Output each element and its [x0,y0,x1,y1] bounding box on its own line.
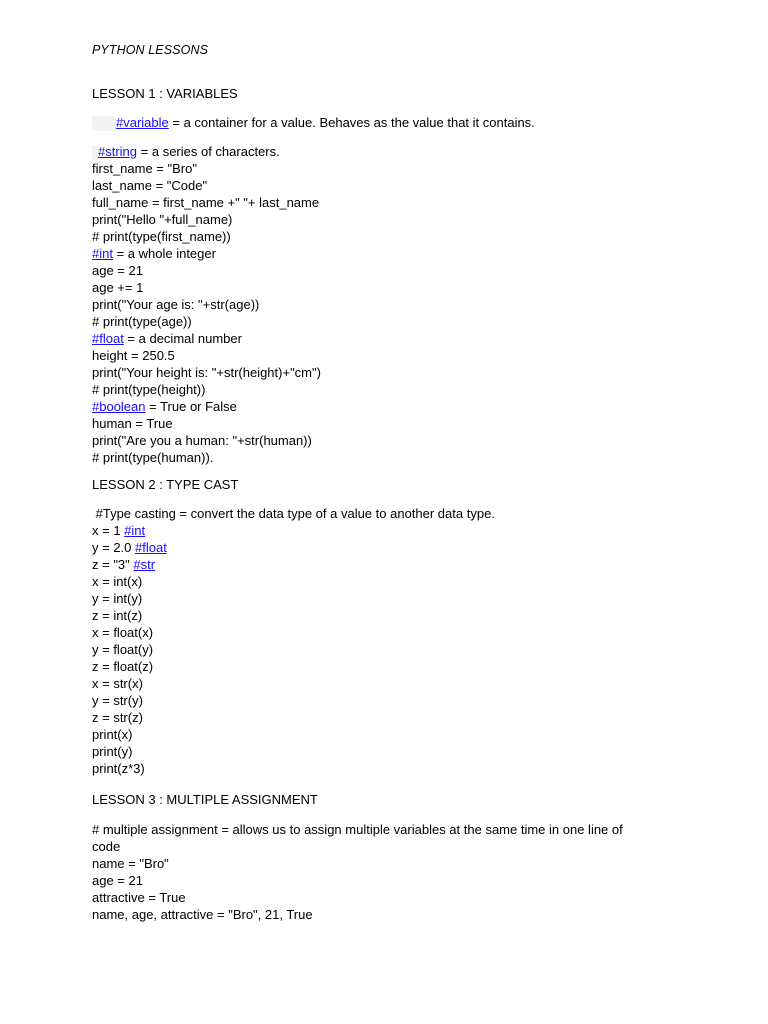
float-definition [92,330,692,347]
code-line: print(x) [92,727,133,742]
code-line: print(y) [92,744,133,759]
boolean-definition [92,398,692,415]
code-line: age = 21 [92,873,143,888]
float-desc: = a decimal number [123,331,242,347]
code-line: print("Your age is: "+str(age)) [92,297,260,313]
code-text: z = "3" [92,557,134,572]
code-line: x = float(x) [92,625,154,640]
int-tag-link[interactable]: #int [92,246,113,262]
string-tag-link[interactable]: #string [98,144,138,160]
code-line: x = str(x) [92,676,143,691]
code-line: print("Are you a human: "+str(human)) [92,433,312,449]
int-tag-link[interactable]: #int [124,523,146,538]
lesson-2 [92,476,692,777]
code-line: age = 21 [92,263,143,279]
variable-desc: = a container for a value. Behaves as the value that it contains. [168,115,535,130]
code-line: name, age, attractive = "Bro", 21, True [92,907,313,922]
multiple-assignment-definition: # multiple assignment = allows us to assign multiple variables at the same time in one line of code [92,822,623,854]
code-line: age += 1 [92,280,144,296]
code-line: last_name = "Code" [92,178,208,194]
code-line: y = float(y) [92,642,154,657]
type-cast-definition: #Type casting = convert the data type of a value to another data type. [92,506,495,521]
code-line: # print(type(first_name)) [92,229,231,245]
variable-tag-link[interactable]: #variable [116,115,169,130]
lesson-2-heading: LESSON 2 : TYPE CAST [92,477,239,492]
code-line: full_name = first_name +" "+ last_name [92,195,320,211]
lesson-3 [92,791,692,923]
code-line: print("Your height is: "+str(height)+"cm") [92,365,321,381]
code-line: attractive = True [92,890,186,905]
code-line: # print(type(human)). [92,450,214,466]
highlight-spacer [92,116,116,131]
code-line: z = str(z) [92,710,143,725]
code-line: z = float(z) [92,659,154,674]
code-line: print(z*3) [92,761,145,776]
boolean-desc: = True or False [145,399,237,415]
code-line: human = True [92,416,173,432]
code-text: y = 2.0 [92,540,135,555]
code-line: # print(type(age)) [92,314,192,330]
int-desc: = a whole integer [112,246,216,262]
code-text: x = 1 [92,523,125,538]
page-header: PYTHON LESSONS [92,43,209,57]
code-line: z = int(z) [92,608,143,623]
code-line: y = str(y) [92,693,143,708]
int-definition [92,245,692,262]
code-line-x [92,522,692,539]
float-tag-link[interactable]: #float [92,331,124,347]
code-line: height = 250.5 [92,348,175,364]
code-line-y [92,539,692,556]
code-line: print("Hello "+full_name) [92,212,233,228]
str-tag-link[interactable]: #str [133,557,156,572]
boolean-tag-link[interactable]: #boolean [92,399,146,415]
lesson-1 [92,85,692,466]
string-desc: = a series of characters. [137,144,280,160]
string-definition [92,143,692,160]
code-line: name = "Bro" [92,856,169,871]
code-line: y = int(y) [92,591,143,606]
lesson-1-heading: LESSON 1 : VARIABLES [92,86,238,101]
code-line: x = int(x) [92,574,143,589]
code-line: first_name = "Bro" [92,161,197,177]
code-line: # print(type(height)) [92,382,206,398]
code-line-z [92,556,692,573]
variable-definition [92,114,692,131]
lesson-3-heading: LESSON 3 : MULTIPLE ASSIGNMENT [92,792,318,807]
float-tag-link[interactable]: #float [135,540,167,555]
